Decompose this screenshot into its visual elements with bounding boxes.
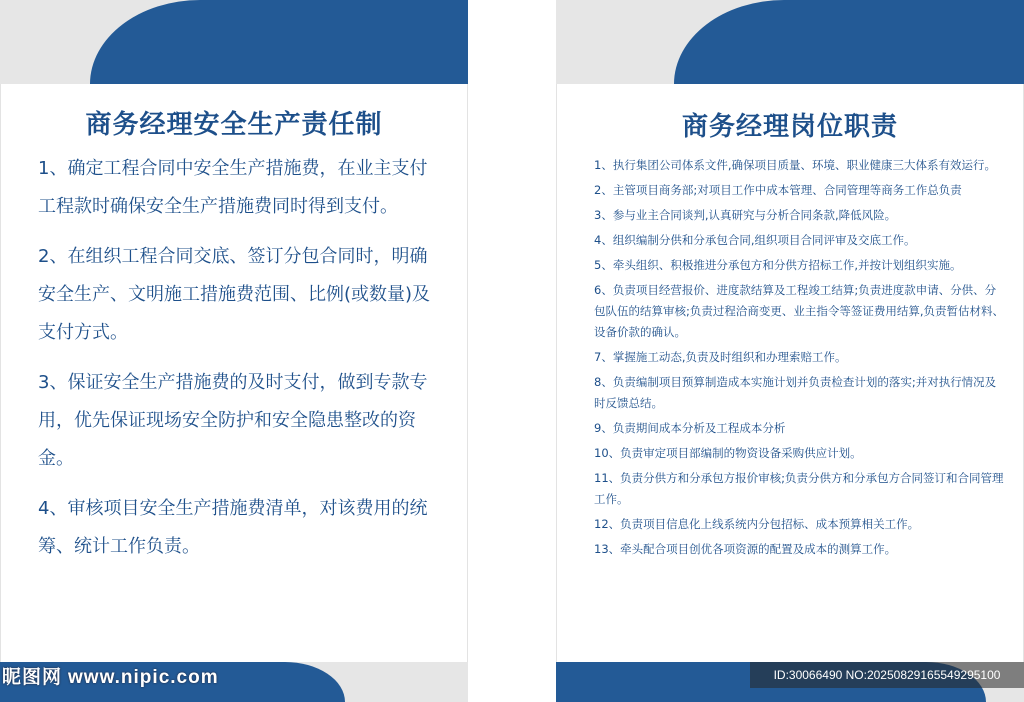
list-item: 13、牵头配合项目创优各项资源的配置及成本的测算工作。 [594,542,897,556]
list-item: 1、执行集团公司体系文件,确保项目质量、环境、职业健康三大体系有效运行。 [594,158,996,172]
list-item: 1、确定工程合同中安全生产措施费，在业主支付工程款时确保安全生产措施费同时得到支付。 [38,158,428,217]
list-item: 3、参与业主合同谈判,认真研究与分析合同条款,降低风险。 [594,208,897,222]
top-blue-decoration [674,0,1024,84]
list-item: 2、在组织工程合同交底、签订分包合同时，明确安全生产、文明施工措施费范围、比例(或数量)及支付方式。 [38,246,431,343]
right-poster [556,0,1024,702]
list-item: 4、审核项目安全生产措施费清单，对该费用的统筹、统计工作负责。 [38,498,428,557]
site-logo: 昵图网 [2,666,63,688]
list-item: 8、负责编制项目预算制造成本实施计划并负责检查计划的落实;并对执行情况及时反馈总结。 [594,375,997,410]
poster-title: 商务经理安全生产责任制 [85,110,383,140]
list-item: 3、保证安全生产措施费的及时支付，做到专款专用，优先保证现场安全防护和安全隐患整改的资金。 [38,372,428,469]
list-item: 10、负责审定项目部编制的物资设备采购供应计划。 [594,446,862,460]
responsibility-list [38,150,438,578]
list-item: 7、掌握施工动态,负责及时组织和办理索赔工作。 [594,350,847,364]
list-item: 11、负责分供方和分承包方报价审核;负责分供方和分承包方合同签订和合同管理工作。 [594,471,1004,506]
list-item: 4、组织编制分供和分承包合同,组织项目合同评审及交底工作。 [594,233,916,247]
list-item: 9、负责期间成本分析及工程成本分析 [594,421,786,435]
list-item: 5、牵头组织、积极推进分承包方和分供方招标工作,并按计划组织实施。 [594,258,962,272]
list-item: 6、负责项目经营报价、进度款结算及工程竣工结算;负责进度款申请、分供、分包队伍的结算审核;负责过程洽商变更、业主指令等签证费用结算,负责暂估材料、设备价款的确认。 [594,283,1005,339]
image-id-watermark: ID:30066490 NO:20250829165549295100 [750,662,1024,688]
poster-title: 商务经理岗位职责 [681,112,898,142]
list-item: 2、主管项目商务部;对项目工作中成本管理、合同管理等商务工作总负责 [594,183,962,197]
site-url: www.nipic.com [68,667,219,688]
left-poster [0,0,468,702]
site-watermark [2,662,219,689]
list-item: 12、负责项目信息化上线系统内分包招标、成本预算相关工作。 [594,517,920,531]
duties-list [594,155,1006,564]
top-blue-decoration [90,0,468,84]
